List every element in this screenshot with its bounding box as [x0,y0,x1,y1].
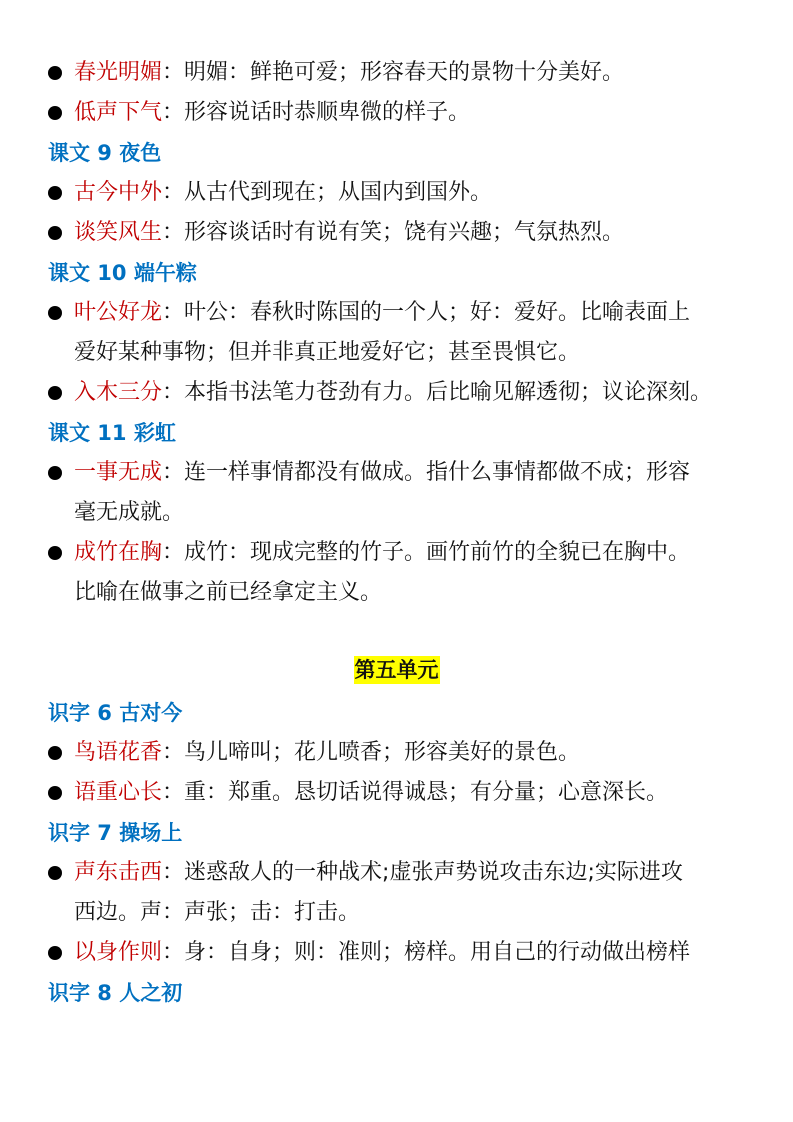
idiom-definition: 本指书法笔力苍劲有力。后比喻见解透彻；议论深刻。 [184,380,713,405]
lesson-heading: 课文 9 夜色 [48,141,162,165]
idiom-definition: 形容谈话时有说有笑；饶有兴趣；气氛热烈。 [184,220,625,245]
idiom-term: 以身作则 [74,940,163,965]
idiom-definition: 明媚：鲜艳可爱；形容春天的景物十分美好。 [184,60,625,85]
idiom-term: 鸟语花香 [74,740,163,765]
bullet-dot [48,786,62,800]
idiom-item: 以身作则：身：自身；则：准则；榜样。用自己的行动做出榜样 [0,933,793,973]
idiom-term: 入木三分 [74,380,163,405]
idiom-term: 语重心长 [74,780,163,805]
idiom-term: 古今中外 [74,180,163,205]
idiom-term: 谈笑风生 [74,220,163,245]
idiom-definition: 形容说话时恭顺卑微的样子。 [184,100,471,125]
idiom-item: 鸟语花香：鸟儿啼叫；花儿喷香；形容美好的景色。 [0,733,793,773]
lesson-heading: 识字 8 人之初 [48,981,183,1005]
bullet-dot [48,866,62,880]
idiom-definition: 身：自身；则：准则；榜样。用自己的行动做出榜样 [184,940,691,965]
idiom-term: 一事无成 [74,460,163,485]
bullet-dot [48,226,62,240]
idiom-definition: 鸟儿啼叫；花儿喷香；形容美好的景色。 [184,740,581,765]
bullet-dot [48,66,62,80]
idiom-item: 入木三分：本指书法笔力苍劲有力。后比喻见解透彻；议论深刻。 [0,373,793,413]
idiom-item: 低声下气：形容说话时恭顺卑微的样子。 [0,93,793,133]
definition-continuation: 比喻在做事之前已经拿定主义。 [74,580,383,605]
bullet-dot [48,106,62,120]
idiom-term: 声东击西 [74,860,163,885]
idiom-term: 叶公好龙 [74,300,163,325]
idiom-item: 语重心长：重：郑重。恳切话说得诚恳；有分量；心意深长。 [0,773,793,813]
bullet-dot [48,946,62,960]
idiom-definition: 从古代到现在；从国内到国外。 [184,180,493,205]
idiom-definition: 成竹：现成完整的竹子。画竹前竹的全貌已在胸中。 [184,540,691,565]
bullet-dot [48,746,62,760]
idiom-item: 一事无成：连一样事情都没有做成。指什么事情都做不成；形容 [0,453,793,493]
idiom-definition: 连一样事情都没有做成。指什么事情都做不成；形容 [184,460,691,485]
idiom-term: 成竹在胸 [74,540,163,565]
idiom-item: 谈笑风生：形容谈话时有说有笑；饶有兴趣；气氛热烈。 [0,213,793,253]
bullet-dot [48,466,62,480]
bullet-dot [48,306,62,320]
lesson-heading: 识字 6 古对今 [48,701,183,725]
definition-continuation: 西边。声：声张；击：打击。 [74,900,361,925]
idiom-item: 成竹在胸：成竹：现成完整的竹子。画竹前竹的全貌已在胸中。 [0,533,793,573]
idiom-definition: 迷惑敌人的一种战术;虚张声势说攻击东边;实际进攻 [184,860,683,885]
idiom-item: 叶公好龙：叶公：春秋时陈国的一个人；好：爱好。比喻表面上 [0,293,793,333]
unit-title: 第五单元 [354,658,439,682]
idiom-item: 春光明媚：明媚：鲜艳可爱；形容春天的景物十分美好。 [0,53,793,93]
idiom-term: 低声下气 [74,100,163,125]
definition-continuation: 爱好某种事物；但并非真正地爱好它；甚至畏惧它。 [74,340,581,365]
lesson-heading: 识字 7 操场上 [48,821,183,845]
bullet-dot [48,546,62,560]
bullet-dot [48,186,62,200]
definition-continuation: 毫无成就。 [74,500,185,525]
idiom-item: 声东击西：迷惑敌人的一种战术;虚张声势说攻击东边;实际进攻 [0,853,793,893]
idiom-definition: 叶公：春秋时陈国的一个人；好：爱好。比喻表面上 [184,300,691,325]
bullet-dot [48,386,62,400]
idiom-definition: 重：郑重。恳切话说得诚恳；有分量；心意深长。 [184,780,669,805]
lesson-heading: 课文 11 彩虹 [48,421,176,445]
idiom-term: 春光明媚 [74,60,163,85]
lesson-heading: 课文 10 端午粽 [48,261,197,285]
idiom-item: 古今中外：从古代到现在；从国内到国外。 [0,173,793,213]
